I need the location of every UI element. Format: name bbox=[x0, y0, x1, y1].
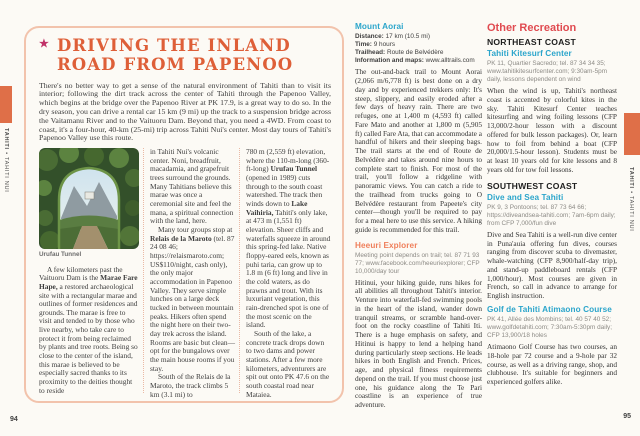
listing-details: PK 9, 3 Pontoons; tel. 87 73 64 66; https://diveandsea-tahiti.com; 7am-6pm daily; from CFP 7,000/fun dive bbox=[487, 203, 616, 227]
listing-body: Atimaono Golf Course has two courses, an 18-hole par 72 course and a 9-hole par 32 course, as well as a driving range, shop, and clubhouse. It's suitable for beginners and experienced golfers alike. bbox=[487, 342, 617, 387]
feature-column-1 bbox=[39, 148, 139, 393]
detail-label: Time: bbox=[355, 41, 372, 49]
listing-details: PK 11, Quartier Sacredo; tel. 87 34 34 35; www.tahitikitesurfcenter.com; 9:30am-5pm daily, lessons dependent on wind bbox=[487, 60, 608, 84]
feature-columns bbox=[39, 147, 331, 399]
detail-label: Information and maps: bbox=[355, 57, 424, 65]
trail-details bbox=[355, 33, 482, 65]
detail-label: Distance: bbox=[355, 33, 384, 40]
guide-details: Meeting point depends on trail; tel. 87 71 93 77; www.facebook.com/heeuriexplorer; CFP 10,000/day tour bbox=[355, 251, 480, 275]
listing-name: Dive and Sea Tahiti bbox=[487, 192, 564, 202]
feature-title-line1: DRIVING THE INLAND bbox=[57, 36, 291, 55]
feature-box bbox=[24, 26, 344, 403]
page-number-right: 95 bbox=[623, 413, 631, 420]
trail-body: The out-and-back trail to Mount Aorai (2,066 m/6,778 ft) is best done on a dry day and by experienced trekkers only: It's steep, slippery, and easily eroded after a few days of heavy rain. There are two refuges, one at 1,400 m (4,593 ft) called Fare Mato and another at 1,800 m (5,905 ft) called Fare Ata, that can accommodate a handful of hikers and their sleeping bags. The trail starts at the end of Route de Belvédère and takes around nine hours to complete start to finish. For most of the trail, you'll follow a ridgeline with panoramic views. You can catch a ride to the trailhead from trucks going to O Belvédère restaurant from Papeete's city center—though you'll be required to pay for a meal here to use this service. A hiking guide is recommended for this trail. bbox=[355, 67, 482, 234]
trail-detail-row bbox=[355, 41, 482, 49]
section-title: Other Recreation bbox=[487, 22, 577, 34]
listing-name: Golf de Tahiti Atimaono Course bbox=[487, 304, 612, 314]
region-heading-southwest: SOUTHWEST COAST bbox=[487, 180, 578, 191]
listing-details: PK 41, Allée des Mombins; tel. 40 57 40 52; www.golfdetahiti.com; 7:30am-5:30pm daily; CFP 13,900/18 holes bbox=[487, 315, 613, 339]
feature-column-2 bbox=[143, 147, 235, 399]
trail-detail-row bbox=[355, 33, 482, 41]
listing-name: Tahiti Kitesurf Center bbox=[487, 49, 572, 58]
trail-detail-row bbox=[355, 49, 482, 57]
tunnel-photo bbox=[39, 148, 139, 249]
listing-body: When the wind is up, Tahiti's northeast coast is accented by colorful kites in the sky. Tahiti Kitesurf Center teaches kitesurfing and wing foiling lessons (CFP 13,000/2-hour lesson with a discount offered for bulk lesson packages). Or, learn how to foil from behind a boat (CFP 20,000/1.5-hour lesson). Students must be at least 10 years old for kite lessons and 8 years old for tow foil lessons. bbox=[487, 86, 617, 174]
recreation-column bbox=[487, 22, 617, 391]
region-heading-northeast: NORTHEAST COAST bbox=[487, 37, 576, 47]
guide-body: Hitinui, your hiking guide, runs hikes for all abilities all throughout Tahiti's interior. Venture into waterfall-fed swimming pools in the heart of the island, wander down tranquil streams, or scramble hand-over-foot on the rocky coastline of Tahiti Iti. There is a huge emphasis on safety, and Hitinui is happy to lend a helping hand during particularly steep sections. He leads hikes in both English and French. Prices, age, and physical fitness requirements depend on the trail. If you must choose just one, his guidance along the Te Pari coastline is an experience of true adventure. bbox=[355, 277, 482, 410]
spine-tab-right bbox=[624, 113, 640, 155]
feature-col3-paragraph-2: South of the lake, a concrete track drops down to two dams and power stations. After a few more kilometers, adventurers are spit out onto PK 47.6 on the south coastal road near Mataiea. bbox=[246, 328, 330, 399]
guide-name: Heeuri Explorer bbox=[355, 240, 418, 250]
detail-value: www.alltrails.com bbox=[425, 57, 475, 65]
page-number-left: 94 bbox=[10, 416, 18, 423]
feature-col2-paragraph-2: Many tour groups stop at Relais de la Maroto (tel. 87 24 08 46; https://relaismaroto.com; US$110/night, cash only), the only major accommodation in Papenoo Valley. They serve simple lunches on a large deck tucked in between mountain peaks. Hikers often spend the night here on their two-day trek across the island. Rooms are basic but clean—opt for the bungalows over the main house rooms if you stay. bbox=[150, 225, 235, 373]
feature-col3-paragraph-1: 780 m (2,559 ft) elevation, where the 110-m-long (360-ft-long) Urufau Tunnel (opened in 1989) cuts through to the south coast watershed. The track then winds down to Lake Vaihiria, Tahiti's only lake, at 473 m (1,551 ft) elevation. Sheer cliffs and waterfalls squeeze in around this spring-fed lake. Native floppy-eared eels, known as puhi taria, can grow up to 1.8 m (6 ft) long and live in the cold waters, as do prawns and trout. With its luxuriant vegetation, this rain-drenched spot is one of the most scenic on the island. bbox=[246, 147, 331, 330]
feature-col2-paragraph-1: in Tahiti Nui's volcanic center. Noni, breadfruit, macadamia, and grapefruit trees surround the grounds. Many Tahitians believe this marae was once a ceremonial site and feel the mana, a spiritual connection with the land, here. bbox=[150, 147, 234, 226]
spine-tab-left bbox=[0, 86, 12, 123]
feature-col1-paragraph: A few kilometers past the Vaituoru Dam is the Marae Fare Hape, a restored archaeological site with a rectangular marae and outlines of former residences and grounds. The marae is free to visit and tended to by those who live nearby, who take care to protect it from being reclaimed by plants and tree roots. Being so close to the center of the island, this marae is believed to be especially sacred thanks to its proximity to the deities thought to reside bbox=[39, 264, 138, 395]
feature-column-3 bbox=[239, 147, 331, 399]
detail-value: 17 km (10.5 mi) bbox=[385, 33, 430, 40]
listing-body: Dive and Sea Tahiti is a well-run dive center in Puna'auia offering fun dives, courses ranging from discover scuba to divemaster, whale-watching (CFP 8,900/half-day trip), and stand-up paddleboard rentals (CFP 1,000/hour). Most courses are given in French, so call in advance to arrange for English instruction. bbox=[487, 229, 617, 301]
photo-caption: Urufau Tunnel bbox=[39, 251, 82, 259]
detail-value: Route de Belvédère bbox=[386, 49, 444, 57]
hiking-column bbox=[355, 22, 482, 414]
spine-label-left: TAHITI • TAHITI NUI bbox=[3, 128, 9, 193]
feature-title-line2: ROAD FROM PAPENOO bbox=[57, 55, 294, 75]
feature-col2-paragraph-3: South of the Relais de la Maroto, the track climbs 5 km (3.1 mi) to bbox=[150, 372, 231, 399]
spine-label-right: TAHITI • TAHITI NUI bbox=[628, 167, 634, 232]
detail-value: 9 hours bbox=[373, 41, 396, 49]
feature-intro: There's no better way to get a sense of the natural environment of Tahiti than to visit its interior; following the dirt track across the center of Tahiti through the Papenoo Valley, which begins at the bridge over the Papenoo River at PK 17.9, is a great way to do so. In the dry season, you can drive a rental car 15 km (9 mi) up the track to a suspension bridge across the Vaitamanu River and to the Vaituoru Dam. Beyond that, you need a 4WD. From coast to coast, it's a four-hour, 40-km (25-mi) trip across Tahiti Nui's center. Most day tours of Tahiti's Papenoo Valley use this route. bbox=[39, 80, 331, 143]
trail-detail-row bbox=[355, 57, 482, 65]
feature-title bbox=[39, 36, 331, 75]
star-icon: ★ bbox=[39, 37, 49, 50]
trail-name: Mount Aorai bbox=[355, 22, 404, 31]
detail-label: Trailhead: bbox=[355, 49, 386, 57]
